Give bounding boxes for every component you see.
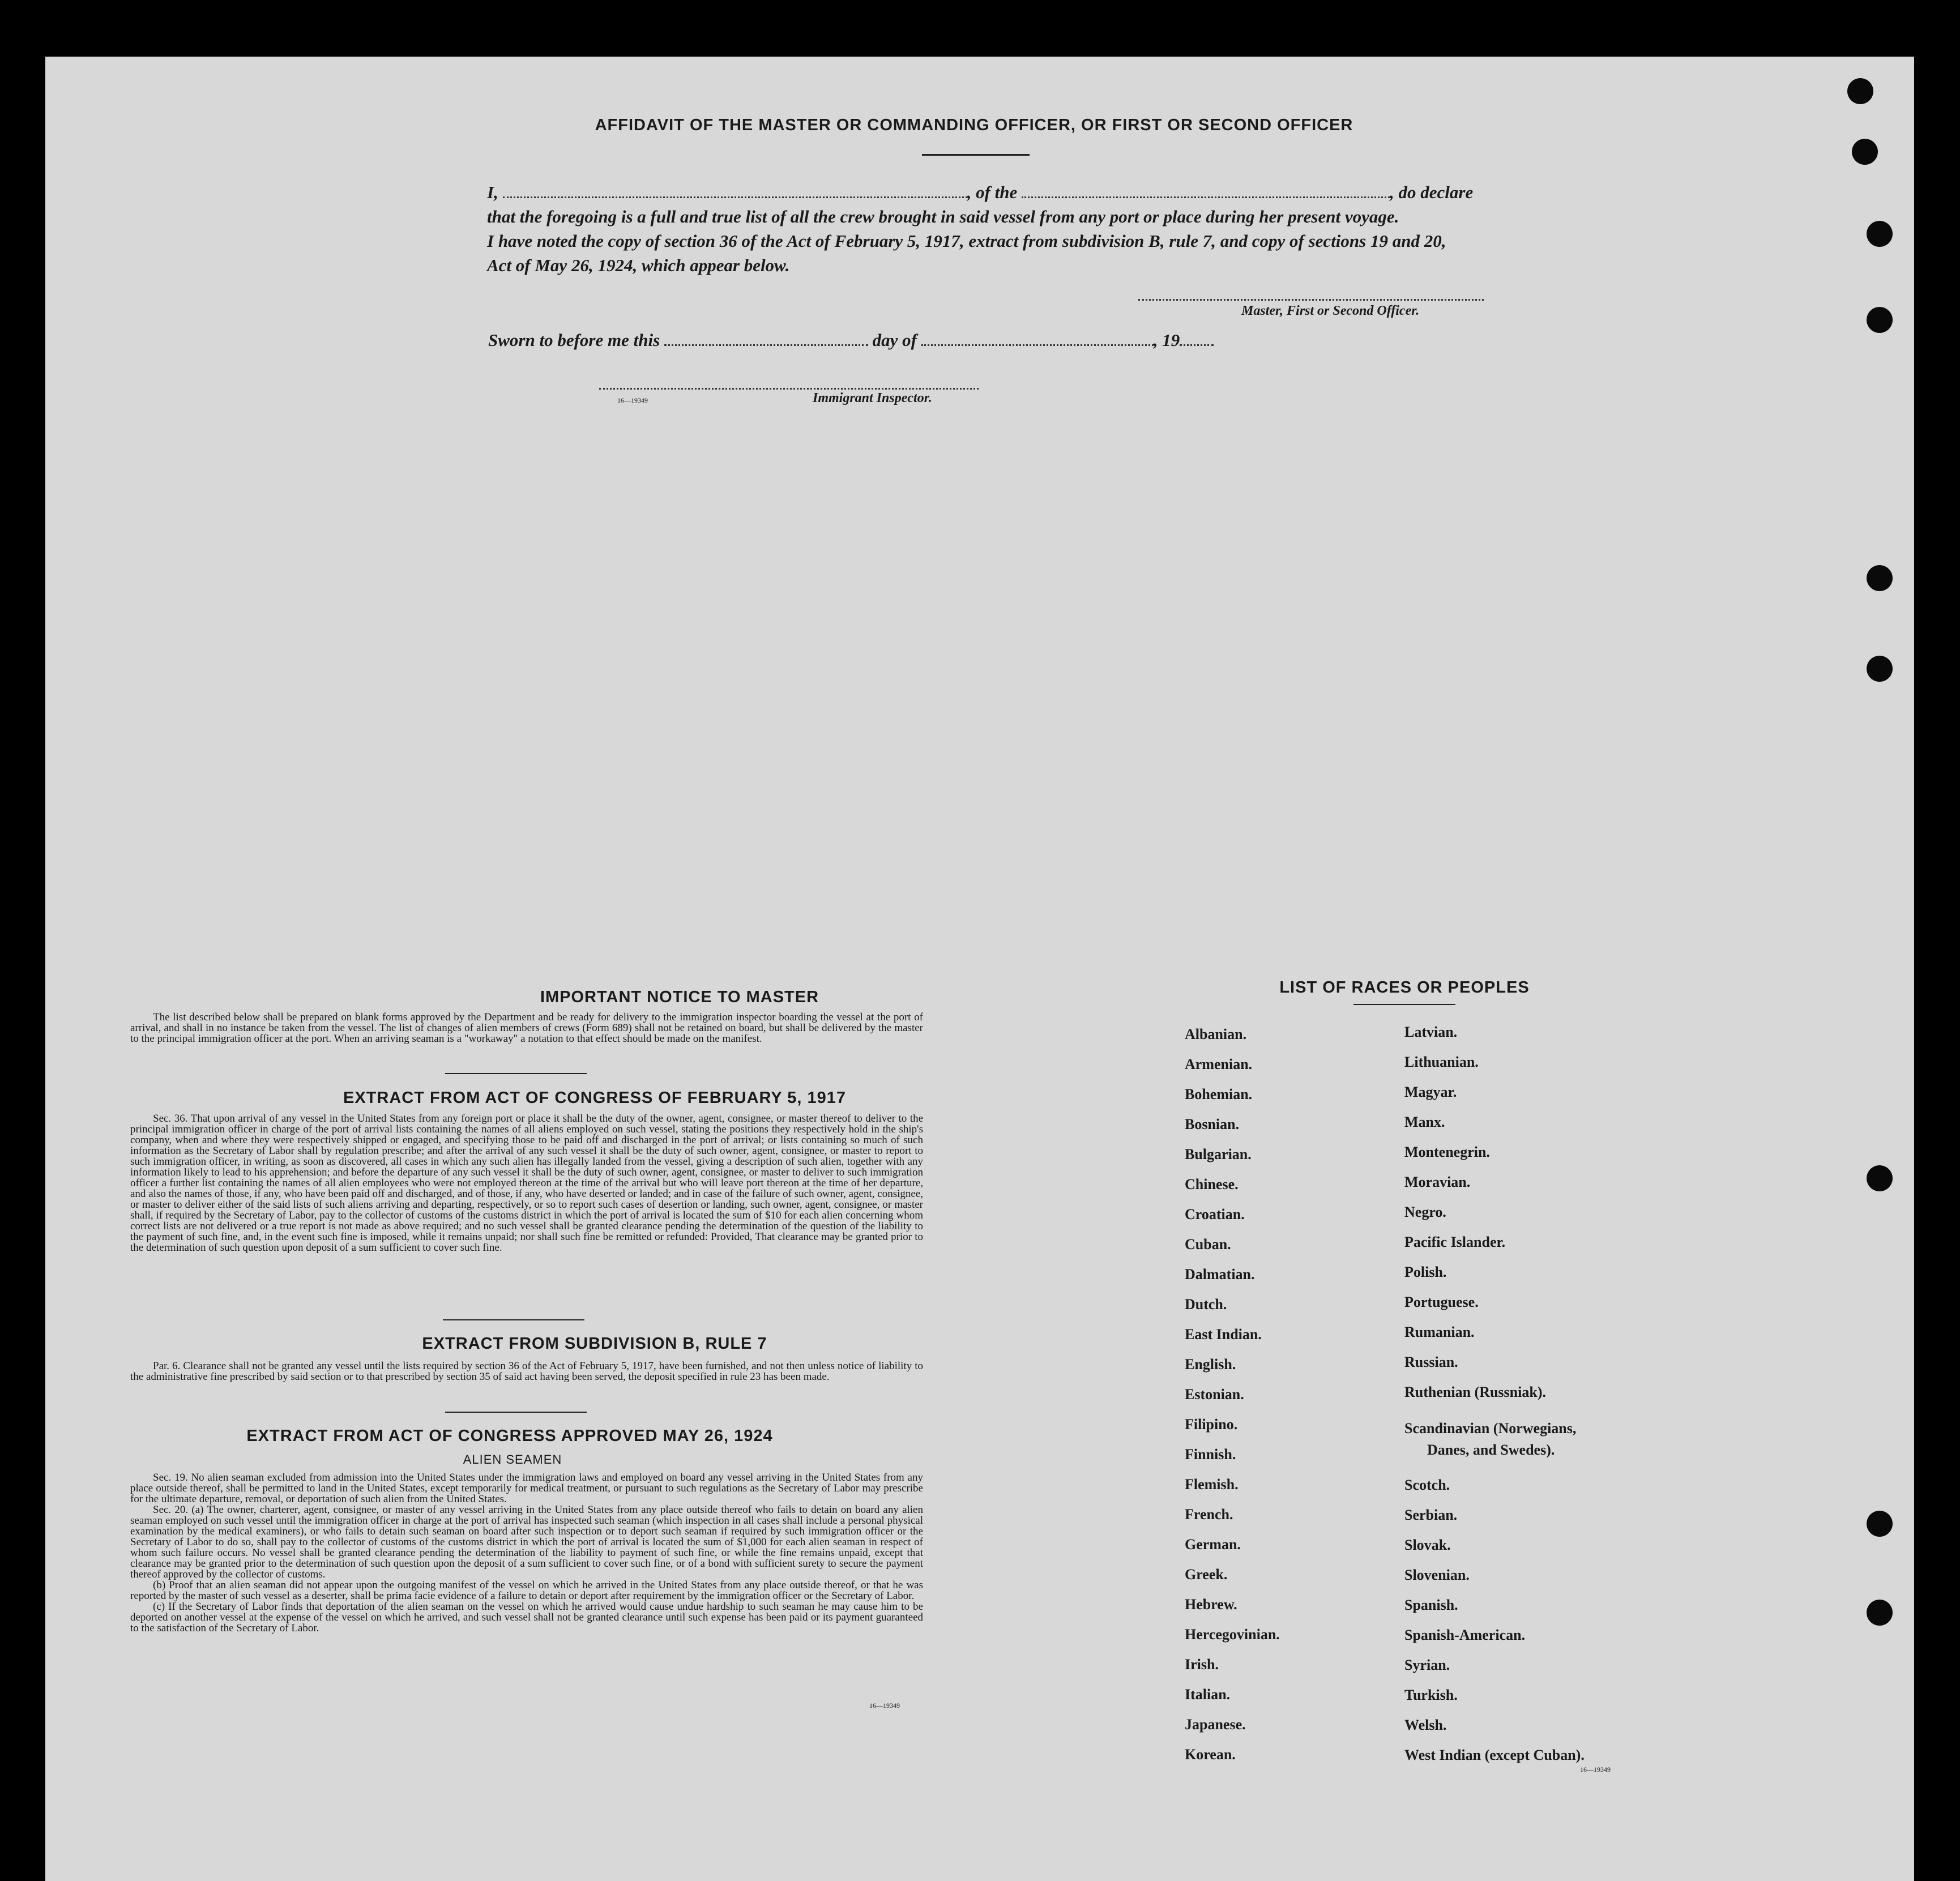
race-item: Spanish. (1404, 1597, 1458, 1613)
inspector-signature-blank[interactable] (599, 388, 979, 390)
binder-hole (1867, 1165, 1893, 1191)
sec-20b: (b) Proof that an alien seaman did not appear upon the outgoing manifest of the vessel on which he arrived in the United States from any place outside thereof, or that he was reported by the master of such vessel as a deserter, shall be prima facie evidence of a failure to detain or deport after requirement by the immigration officer or the Secretary of Labor. (130, 1579, 923, 1602)
race-item: Bulgarian. (1185, 1146, 1252, 1162)
race-item: Polish. (1404, 1264, 1447, 1280)
vessel-blank[interactable] (1022, 185, 1390, 198)
race-item: Magyar. (1404, 1084, 1457, 1100)
race-item: German. (1185, 1536, 1241, 1553)
binder-hole (1867, 565, 1893, 591)
race-item: Bosnian. (1185, 1116, 1240, 1132)
notice-title: IMPORTANT NOTICE TO MASTER (540, 988, 819, 1006)
binder-hole (1852, 139, 1878, 165)
sworn-month-blank[interactable] (921, 333, 1154, 346)
affidavit-line-3: I have noted the copy of section 36 of the Act of February 5, 1917, extract from subdivision B, rule 7, and copy of sections 19 and 20, (487, 231, 1446, 251)
sec-20a: Sec. 20. (a) The owner, charterer, agent, consignee, or master of any vessel arriving in the United States from any place outside thereof who fails to detain on board any alien seaman employed on such vessel until the immigration officer in charge at the port of arrival has inspected such seaman (which inspection in all cases shall include a personal physical examination by the medical examiners), or who fails to detain such seaman on board after such inspection or to deport such seaman if required by such immigration officer or the Secretary of Labor to do so, shall pay to the collector of customs of the customs district in which the port of arrival is located the sum of $1,000 for each alien seaman in respect of whom such failure occurs. No vessel shall be granted clearance pending the determination of the liability to payment of such fine, or while the fine remains unpaid, except that clearance may be granted prior to the determination of such question upon the deposit of a sum sufficient to cover such fine, or of a bond with sufficient surety to secure the payment thereof approved by the collector of customs. (130, 1504, 923, 1580)
race-item: Latvian. (1404, 1024, 1458, 1040)
form-number: 16—19349 (869, 1702, 900, 1709)
master-signature-blank[interactable] (1138, 299, 1484, 301)
binder-hole (1867, 307, 1893, 333)
race-item: Cuban. (1185, 1236, 1231, 1252)
extract-1917-title: EXTRACT FROM ACT OF CONGRESS OF FEBRUARY 5, 1917 (343, 1089, 847, 1107)
race-item: Moravian. (1404, 1174, 1471, 1190)
race-item: Pacific Islander. (1404, 1234, 1506, 1250)
alien-seamen-subtitle: ALIEN SEAMEN (463, 1452, 562, 1467)
race-item: Albanian. (1185, 1026, 1247, 1042)
race-item: East Indian. (1185, 1326, 1262, 1343)
race-item: Finnish. (1185, 1446, 1236, 1463)
form-number: 16—19349 (617, 396, 648, 404)
affidavit-line-2: that the foregoing is a full and true list of all the crew brought in said vessel from any port or place during her present voyage. (487, 207, 1399, 226)
race-item: Croatian. (1185, 1206, 1245, 1222)
race-item: Russian. (1404, 1354, 1458, 1370)
race-item: Welsh. (1404, 1717, 1447, 1733)
race-item: Slovak. (1404, 1537, 1451, 1553)
race-item: Japanese. (1185, 1716, 1246, 1733)
race-item: English. (1185, 1356, 1236, 1373)
race-item: Ruthenian (Russniak). (1404, 1384, 1546, 1400)
race-item: Scandinavian (Norwegians, (1404, 1420, 1577, 1437)
binder-hole (1867, 1600, 1893, 1626)
race-item: Italian. (1185, 1686, 1231, 1703)
race-item: Manx. (1404, 1114, 1445, 1130)
sec-20c: (c) If the Secretary of Labor finds that deportation of the alien seaman on the vessel on which he arrived would cause undue hardship to such seaman he may cause him to be deported on another vessel at the expense of the vessel on which he arrived, and such vessel shall not be granted clearance until such expense has been paid or its payment guaranteed to the satisfaction of the Secretary of Labor. (130, 1601, 923, 1634)
race-item: West Indian (except Cuban). (1404, 1747, 1585, 1763)
declare-line: I, , of the , do declare (487, 182, 1474, 202)
race-item: Filipino. (1185, 1416, 1238, 1433)
race-item: Greek. (1185, 1566, 1228, 1583)
race-item: Hercegovinian. (1185, 1626, 1280, 1643)
sec-19: Sec. 19. No alien seaman excluded from admission into the United States under the immigration laws and employed on board any vessel arriving in the United States from any place outside thereof, shall be permitted to land in the United States, except temporarily for medical treatment, or pursuant to such regulations as the Secretary of Labor may prescribe for the ultimate departure, removal, or deportation of such alien from the United States. (130, 1472, 923, 1505)
race-item: Dutch. (1185, 1296, 1227, 1313)
race-item: French. (1185, 1506, 1233, 1523)
name-blank[interactable] (503, 185, 967, 198)
race-item: Hebrew. (1185, 1596, 1237, 1613)
race-item: Estonian. (1185, 1386, 1244, 1403)
inspector-label: Immigrant Inspector. (813, 391, 932, 405)
races-title-rule (1353, 1004, 1455, 1005)
affidavit-title: AFFIDAVIT OF THE MASTER OR COMMANDING OFFICER, OR FIRST OR SECOND OFFICER (595, 116, 1353, 134)
race-item: Lithuanian. (1404, 1054, 1479, 1070)
race-item-continued: Danes, and Swedes). (1427, 1442, 1555, 1458)
race-item: Slovenian. (1404, 1567, 1470, 1583)
binder-hole (1867, 656, 1893, 682)
master-signature-label: Master, First or Second Officer. (1241, 303, 1420, 318)
section-rule (443, 1319, 584, 1320)
title-rule (922, 154, 1030, 156)
form-number: 16—19349 (1580, 1765, 1611, 1773)
extract-1924-title: EXTRACT FROM ACT OF CONGRESS APPROVED MAY 26, 1924 (246, 1427, 773, 1445)
race-item: Rumanian. (1404, 1324, 1475, 1340)
race-item: Scotch. (1404, 1477, 1450, 1493)
races-title: LIST OF RACES OR PEOPLES (1279, 978, 1530, 997)
sworn-line: Sworn to before me this day of , 19 (488, 330, 1214, 350)
sworn-year-blank[interactable] (1180, 333, 1214, 346)
binder-hole (1867, 221, 1893, 247)
affidavit-body (487, 180, 1512, 277)
section-rule (445, 1412, 587, 1413)
race-item: Spanish-American. (1404, 1627, 1526, 1643)
binder-hole (1867, 1511, 1893, 1537)
race-item: Turkish. (1404, 1687, 1458, 1703)
rule-7-text: Par. 6. Clearance shall not be granted any vessel until the lists required by section 36 of the Act of February 5, 1917, have been furnished, and not then unless notice of liability to the administrative fine prescribed by said section or to that prescribed by section 35 of said act having been served, the deposit specified in rule 23 has been made. (130, 1360, 923, 1383)
notice-text: The list described below shall be prepared on blank forms approved by the Department and be ready for delivery to the immigration inspector boarding the vessel at the port of arrival, and shall in no instance be taken from the vessel. The list of changes of alien members of crews (Form 689) shall not be retained on board, but shall be delivered by the master to the principal immigration officer at the port. When an arriving seaman is a "workaway" a notation to that effect should be made on the manifest. (130, 1011, 923, 1045)
race-item: Syrian. (1404, 1657, 1450, 1673)
race-item: Montenegrin. (1404, 1144, 1490, 1160)
race-item: Portuguese. (1404, 1294, 1479, 1310)
binder-hole (1847, 78, 1873, 104)
extract-1924-text (130, 1472, 923, 1634)
rule-7-title: EXTRACT FROM SUBDIVISION B, RULE 7 (422, 1335, 767, 1353)
race-item: Negro. (1404, 1204, 1446, 1220)
race-item: Bohemian. (1185, 1086, 1253, 1102)
section-rule (445, 1073, 587, 1074)
race-item: Chinese. (1185, 1176, 1239, 1192)
race-item: Irish. (1185, 1656, 1219, 1673)
sworn-day-blank[interactable] (664, 333, 868, 346)
extract-1917-text: Sec. 36. That upon arrival of any vessel in the United States from any foreign port or place it shall be the duty of the owner, agent, consignee, or master thereof to deliver to the principal immigration officer in charge of the port of arrival lists containing the names of all aliens employed on such vessel, stating the positions they respectively hold in the ship's company, when and where they were respectively shipped or engaged, and specifying those to be paid off and discharged in the port of arrival; or lists containing so much of such information as the Secretary of Labor shall by regulation prescribe; and after the arrival of any such vessel it shall be the duty of such owner, agent, consignee, or master to report to such immigration officer, in writing, as soon as discovered, all cases in which any such alien has illegally landed from the vessel, giving a description of such alien, together with any information likely to lead to his apprehension; and before the departure of any such vessel it shall be the duty of such owner, agent, consignee, or master to deliver to such immigration officer a further list containing the names of all alien employees who were not employed thereon at the time of the arrival but who will leave port thereon at the time of her departure, and also the names of those, if any, who have been paid off and discharged, and of those, if any, who have deserted or landed; and in case of the failure of such owner, agent, consignee, or master to deliver either of the said lists of such aliens arriving and departing, respectively, or so to report such cases of desertion or landing, such owner, agent, consignee, or master shall, if required by the Secretary of Labor, pay to the collector of customs of the customs district in which the port of arrival is located the sum of $10 for each alien concerning whom correct lists are not delivered or a true report is not made as above required; and no such vessel shall be granted clearance pending the determination of the question of the liability to the payment of such fine, and, in the event such fine is imposed, while it remains unpaid; nor shall such fine be remitted or refunded: Provided, That clearance may be granted prior to the determination of such question upon deposit of a sum sufficient to cover such fine. (130, 1113, 923, 1254)
race-item: Korean. (1185, 1746, 1236, 1763)
race-item: Serbian. (1404, 1507, 1458, 1523)
race-item: Dalmatian. (1185, 1266, 1255, 1282)
race-item: Armenian. (1185, 1056, 1253, 1072)
affidavit-line-4: Act of May 26, 1924, which appear below. (487, 255, 790, 275)
race-item: Flemish. (1185, 1476, 1239, 1493)
